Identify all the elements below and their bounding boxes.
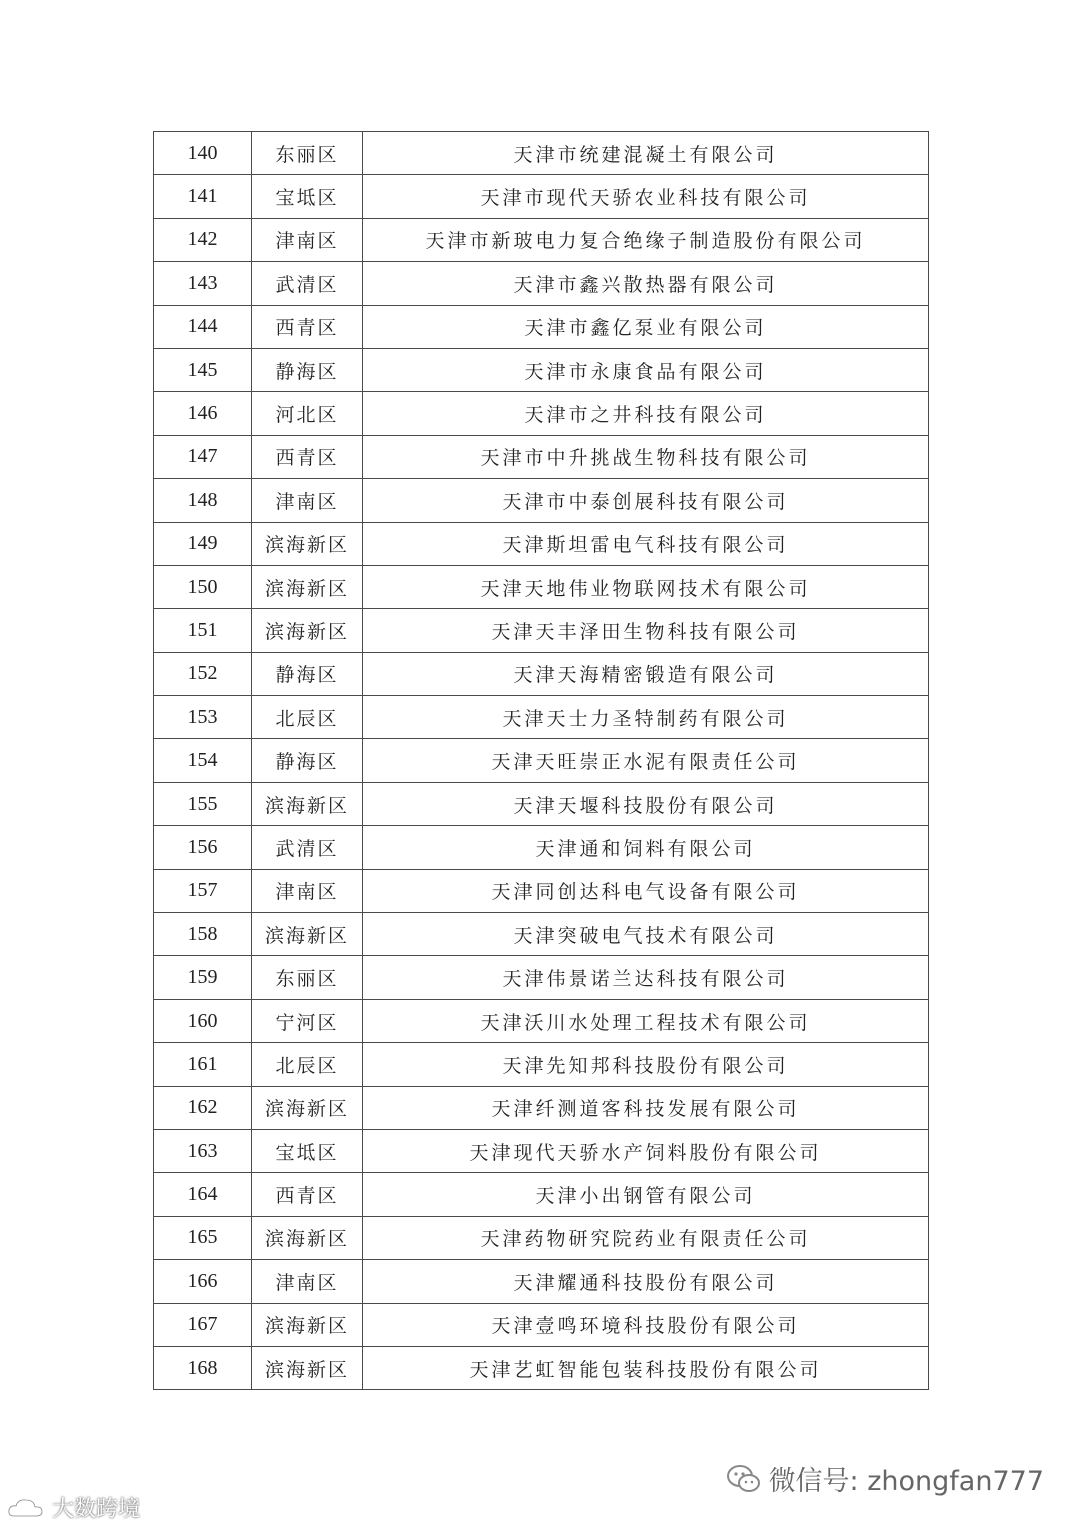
table-row bbox=[154, 479, 929, 522]
row-number: 155 bbox=[154, 782, 252, 825]
table-row bbox=[154, 913, 929, 956]
company-name-cell: 天津艺虹智能包装科技股份有限公司 bbox=[363, 1346, 929, 1389]
row-number: 156 bbox=[154, 826, 252, 869]
row-number: 151 bbox=[154, 609, 252, 652]
company-name-cell: 天津天海精密锻造有限公司 bbox=[363, 652, 929, 695]
district-cell: 滨海新区 bbox=[252, 1303, 363, 1346]
row-number: 168 bbox=[154, 1346, 252, 1389]
row-number: 144 bbox=[154, 305, 252, 348]
table-row bbox=[154, 609, 929, 652]
row-number: 162 bbox=[154, 1086, 252, 1129]
company-name-cell: 天津壹鸣环境科技股份有限公司 bbox=[363, 1303, 929, 1346]
row-number: 160 bbox=[154, 999, 252, 1042]
company-name-cell: 天津小出钢管有限公司 bbox=[363, 1173, 929, 1216]
table-row bbox=[154, 565, 929, 608]
table-row bbox=[154, 739, 929, 782]
company-name-cell: 天津市鑫兴散热器有限公司 bbox=[363, 262, 929, 305]
row-number: 167 bbox=[154, 1303, 252, 1346]
district-cell: 津南区 bbox=[252, 1260, 363, 1303]
row-number: 145 bbox=[154, 348, 252, 391]
row-number: 166 bbox=[154, 1260, 252, 1303]
table-row bbox=[154, 435, 929, 478]
company-name-cell: 天津市中泰创展科技有限公司 bbox=[363, 479, 929, 522]
row-number: 158 bbox=[154, 913, 252, 956]
table-row bbox=[154, 1260, 929, 1303]
table-row bbox=[154, 392, 929, 435]
district-cell: 宝坻区 bbox=[252, 1129, 363, 1172]
row-number: 150 bbox=[154, 565, 252, 608]
district-cell: 静海区 bbox=[252, 652, 363, 695]
district-cell: 北辰区 bbox=[252, 696, 363, 739]
district-cell: 静海区 bbox=[252, 348, 363, 391]
table-row bbox=[154, 782, 929, 825]
table-row bbox=[154, 826, 929, 869]
company-name-cell: 天津天丰泽田生物科技有限公司 bbox=[363, 609, 929, 652]
table-body bbox=[154, 132, 929, 1390]
company-name-cell: 天津伟景诺兰达科技有限公司 bbox=[363, 956, 929, 999]
district-cell: 津南区 bbox=[252, 869, 363, 912]
company-name-cell: 天津市统建混凝土有限公司 bbox=[363, 132, 929, 175]
row-number: 146 bbox=[154, 392, 252, 435]
district-cell: 东丽区 bbox=[252, 132, 363, 175]
company-name-cell: 天津药物研究院药业有限责任公司 bbox=[363, 1216, 929, 1259]
row-number: 142 bbox=[154, 218, 252, 261]
table-row bbox=[154, 999, 929, 1042]
district-cell: 北辰区 bbox=[252, 1043, 363, 1086]
row-number: 149 bbox=[154, 522, 252, 565]
table-row bbox=[154, 305, 929, 348]
district-cell: 宁河区 bbox=[252, 999, 363, 1042]
company-name-cell: 天津现代天骄水产饲料股份有限公司 bbox=[363, 1129, 929, 1172]
district-cell: 滨海新区 bbox=[252, 1086, 363, 1129]
row-number: 161 bbox=[154, 1043, 252, 1086]
company-name-cell: 天津纤测道客科技发展有限公司 bbox=[363, 1086, 929, 1129]
company-name-cell: 天津沃川水处理工程技术有限公司 bbox=[363, 999, 929, 1042]
row-number: 154 bbox=[154, 739, 252, 782]
wechat-watermark bbox=[727, 1459, 1044, 1498]
row-number: 147 bbox=[154, 435, 252, 478]
district-cell: 宝坻区 bbox=[252, 175, 363, 218]
company-name-cell: 天津天士力圣特制药有限公司 bbox=[363, 696, 929, 739]
row-number: 152 bbox=[154, 652, 252, 695]
row-number: 157 bbox=[154, 869, 252, 912]
district-cell: 津南区 bbox=[252, 218, 363, 261]
district-cell: 静海区 bbox=[252, 739, 363, 782]
company-name-cell: 天津耀通科技股份有限公司 bbox=[363, 1260, 929, 1303]
table-row bbox=[154, 1346, 929, 1389]
table-row bbox=[154, 348, 929, 391]
table-row bbox=[154, 1303, 929, 1346]
brand-watermark bbox=[6, 1492, 140, 1523]
district-cell: 津南区 bbox=[252, 479, 363, 522]
district-cell: 滨海新区 bbox=[252, 609, 363, 652]
brand-name: 大数跨境 bbox=[52, 1497, 141, 1522]
row-number: 148 bbox=[154, 479, 252, 522]
table-row bbox=[154, 522, 929, 565]
district-cell: 滨海新区 bbox=[252, 913, 363, 956]
company-name-cell: 天津通和饲料有限公司 bbox=[363, 826, 929, 869]
table-row bbox=[154, 696, 929, 739]
company-name-cell: 天津市之井科技有限公司 bbox=[363, 392, 929, 435]
district-cell: 西青区 bbox=[252, 435, 363, 478]
company-name-cell: 天津突破电气技术有限公司 bbox=[363, 913, 929, 956]
row-number: 164 bbox=[154, 1173, 252, 1216]
company-name-cell: 天津市新玻电力复合绝缘子制造股份有限公司 bbox=[363, 218, 929, 261]
company-name-cell: 天津天堰科技股份有限公司 bbox=[363, 782, 929, 825]
company-name-cell: 天津市鑫亿泵业有限公司 bbox=[363, 305, 929, 348]
table-row bbox=[154, 869, 929, 912]
company-name-cell: 天津斯坦雷电气科技有限公司 bbox=[363, 522, 929, 565]
table-row bbox=[154, 262, 929, 305]
table-row bbox=[154, 956, 929, 999]
table-row bbox=[154, 218, 929, 261]
district-cell: 滨海新区 bbox=[252, 565, 363, 608]
row-number: 165 bbox=[154, 1216, 252, 1259]
company-name-cell: 天津同创达科电气设备有限公司 bbox=[363, 869, 929, 912]
district-cell: 西青区 bbox=[252, 305, 363, 348]
district-cell: 滨海新区 bbox=[252, 522, 363, 565]
table-row bbox=[154, 175, 929, 218]
company-name-cell: 天津先知邦科技股份有限公司 bbox=[363, 1043, 929, 1086]
row-number: 140 bbox=[154, 132, 252, 175]
company-name-cell: 天津市永康食品有限公司 bbox=[363, 348, 929, 391]
company-name-cell: 天津天旺崇正水泥有限责任公司 bbox=[363, 739, 929, 782]
district-cell: 武清区 bbox=[252, 262, 363, 305]
district-cell: 东丽区 bbox=[252, 956, 363, 999]
district-cell: 滨海新区 bbox=[252, 1216, 363, 1259]
company-name-cell: 天津市中升挑战生物科技有限公司 bbox=[363, 435, 929, 478]
cloud-logo-icon bbox=[6, 1496, 46, 1520]
district-cell: 武清区 bbox=[252, 826, 363, 869]
district-cell: 河北区 bbox=[252, 392, 363, 435]
table-row bbox=[154, 1086, 929, 1129]
wechat-icon bbox=[727, 1464, 761, 1494]
district-cell: 滨海新区 bbox=[252, 782, 363, 825]
wechat-id-label: 微信号: zhongfan777 bbox=[768, 1466, 1044, 1497]
table-row bbox=[154, 132, 929, 175]
row-number: 143 bbox=[154, 262, 252, 305]
row-number: 141 bbox=[154, 175, 252, 218]
table-row bbox=[154, 652, 929, 695]
table-row bbox=[154, 1173, 929, 1216]
row-number: 153 bbox=[154, 696, 252, 739]
table-row bbox=[154, 1216, 929, 1259]
table-row bbox=[154, 1129, 929, 1172]
company-name-cell: 天津市现代天骄农业科技有限公司 bbox=[363, 175, 929, 218]
district-cell: 滨海新区 bbox=[252, 1346, 363, 1389]
company-name-cell: 天津天地伟业物联网技术有限公司 bbox=[363, 565, 929, 608]
company-table bbox=[153, 131, 929, 1390]
table-row bbox=[154, 1043, 929, 1086]
row-number: 163 bbox=[154, 1129, 252, 1172]
district-cell: 西青区 bbox=[252, 1173, 363, 1216]
row-number: 159 bbox=[154, 956, 252, 999]
